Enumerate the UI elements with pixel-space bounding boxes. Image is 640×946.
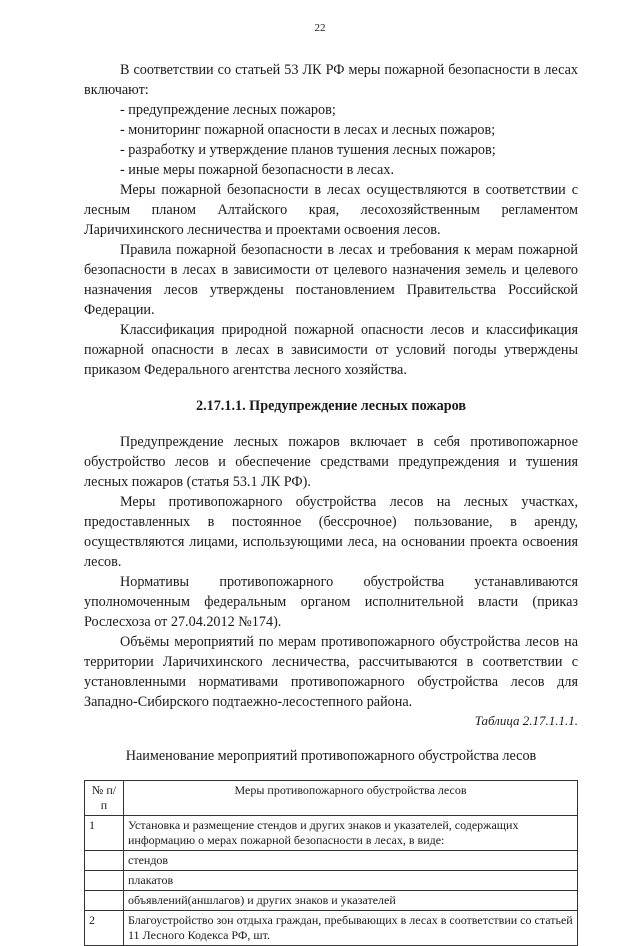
paragraph: Нормативы противопожарного обустройства устанавливаются уполномоченным федеральным органом исполнительной власти (приказ Рослесхоза от 27.04.2012 №174).	[84, 574, 578, 630]
table-row	[85, 871, 578, 891]
row-text: Благоустройство зон отдыха граждан, пребывающих в лесах в соответствии со статьей 11 Лесного Кодекса РФ, шт.	[124, 911, 578, 946]
list-item: - разработку и утверждение планов тушения лесных пожаров;	[120, 142, 496, 158]
row-text: плакатов	[124, 871, 578, 891]
paragraph: Меры противопожарного обустройства лесов на лесных участках, предоставленных в постоянное (бессрочное) пользование, в аренду, осуществляются лицами, использующими леса, на основании проекта освоения лесов.	[84, 494, 578, 570]
table-title: Наименование мероприятий противопожарного обустройства лесов	[125, 748, 537, 764]
row-number	[85, 871, 124, 891]
table-caption: Таблица 2.17.1.1.1.	[474, 713, 578, 728]
list-item: - предупреждение лесных пожаров;	[120, 102, 336, 118]
page-number: 22	[314, 22, 326, 34]
row-number	[85, 891, 124, 911]
paragraph: Классификация природной пожарной опасности лесов и классификация пожарной опасности в лесах в зависимости от условий погоды утверждены приказом Федерального агентства лесного хозяйства.	[84, 322, 578, 378]
row-number	[85, 851, 124, 871]
section-heading: 2.17.1.1. Предупреждение лесных пожаров	[195, 398, 467, 414]
intro-paragraph: В соответствии со статьей 53 ЛК РФ меры пожарной безопасности в лесах включают:	[84, 62, 578, 98]
table-header-row	[85, 781, 578, 816]
paragraph: Правила пожарной безопасности в лесах и требования к мерам пожарной безопасности в лесах в зависимости от целевого назначения земель и целевого назначения лесов утверждены постановлением Правительства Российской Федерации.	[84, 242, 578, 318]
paragraph: Предупреждение лесных пожаров включает в себя противопожарное обустройство лесов и обеспечение средствами предупреждения и тушения лесных пожаров (статья 53.1 ЛК РФ).	[84, 434, 578, 490]
column-header-number: № п/п	[85, 781, 124, 816]
row-number: 1	[85, 816, 124, 851]
row-text: объявлений(аншлагов) и других знаков и указателей	[124, 891, 578, 911]
measures-table	[84, 780, 578, 946]
paragraph: Меры пожарной безопасности в лесах осуществляются в соответствии с лесным планом Алтайского края, лесохозяйственным регламентом Ларичихинского лесничества и проектами освоения лесов.	[84, 182, 578, 238]
list-item: - мониторинг пожарной опасности в лесах и лесных пожаров;	[120, 122, 496, 138]
table-row	[85, 911, 578, 946]
table-row	[85, 851, 578, 871]
column-header-measures: Меры противопожарного обустройства лесов	[124, 781, 578, 816]
row-text: Установка и размещение стендов и других знаков и указателей, содержащих информацию о мерах пожарной безопасности в лесах, в виде:	[124, 816, 578, 851]
document-body	[84, 60, 578, 946]
table-row	[85, 891, 578, 911]
table-row	[85, 816, 578, 851]
paragraph: Объёмы мероприятий по мерам противопожарного обустройства лесов на территории Ларичихинского лесничества, рассчитываются в соответствии с установленными нормативами противопожарного обустройства лесов для Западно-Сибирского подтаежно-лесостепного района.	[84, 634, 578, 710]
list-item: - иные меры пожарной безопасности в лесах.	[120, 162, 394, 178]
row-text: стендов	[124, 851, 578, 871]
row-number: 2	[85, 911, 124, 946]
